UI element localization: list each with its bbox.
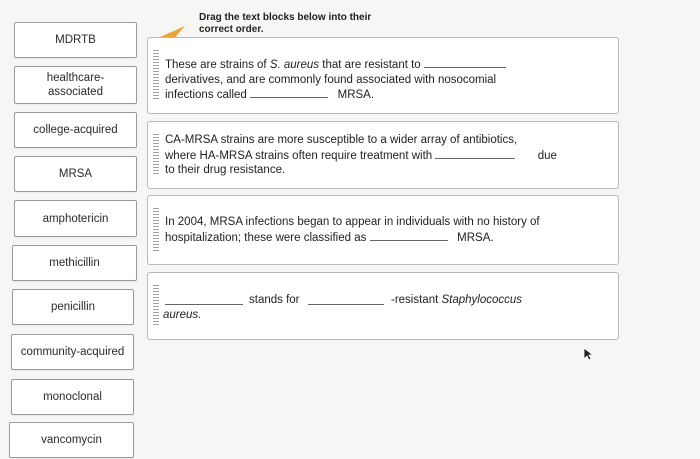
sentence-card-1[interactable]	[147, 37, 619, 114]
word-bank-college-acquired[interactable]: college-acquired	[14, 112, 137, 148]
word-bank-mdrtb[interactable]: MDRTB	[14, 22, 137, 58]
card1-line3: infections called MRSA.	[165, 89, 375, 101]
drop-blank[interactable]	[424, 57, 506, 68]
card1-line1: These are strains of S. aureus that are resistant to	[165, 57, 608, 73]
card2-line1: CA-MRSA strains are more susceptible to a wider array of antibiotics,	[165, 134, 518, 146]
instructions	[199, 12, 371, 36]
drop-blank[interactable]	[250, 87, 328, 98]
sentence-card-3[interactable]	[147, 195, 619, 265]
word-bank-penicillin[interactable]: penicillin	[12, 289, 134, 325]
word-bank-healthcare-associated[interactable]: healthcare- associated	[14, 66, 137, 104]
card4-aureus: aureus.	[163, 309, 202, 321]
card1-line2: derivatives, and are commonly found associated with nosocomial	[165, 73, 497, 86]
sentence-card-2[interactable]	[147, 121, 619, 189]
sentence-card-4[interactable]	[147, 272, 619, 340]
card3-line1: In 2004, MRSA infections began to appear in individuals with no history of	[165, 216, 540, 228]
drop-blank[interactable]	[308, 294, 384, 305]
drop-blank[interactable]	[370, 230, 448, 241]
drop-blank[interactable]	[165, 294, 243, 305]
word-bank-amphotericin[interactable]: amphotericin	[14, 200, 137, 237]
card4-resistant: -resistant Staphylococcus	[391, 294, 523, 306]
instructions-line1: Drag the text blocks below into their	[199, 12, 372, 23]
instructions-line2: correct order.	[199, 24, 264, 35]
drop-blank[interactable]	[435, 148, 515, 159]
drag-handle-icon[interactable]	[153, 208, 159, 252]
word-bank-community-acquired[interactable]: community-acquired	[11, 334, 134, 370]
word-bank-methicillin[interactable]: methicillin	[12, 245, 137, 281]
drag-handle-icon[interactable]	[153, 50, 159, 101]
drag-handle-icon[interactable]	[153, 285, 159, 327]
word-bank-mrsa[interactable]: MRSA	[14, 156, 137, 192]
card2-line2: where HA-MRSA strains often require treatment with due	[165, 149, 557, 162]
drag-handle-icon[interactable]	[153, 134, 159, 176]
mouse-cursor-icon	[583, 347, 595, 361]
card2-line3: to their drug resistance.	[165, 164, 286, 176]
word-bank-monoclonal[interactable]: monoclonal	[11, 379, 134, 415]
card3-line2: hospitalization; these were classified as MRSA.	[165, 231, 494, 244]
card4-stands-for: stands for	[249, 294, 300, 306]
word-bank-vancomycin[interactable]: vancomycin	[9, 422, 134, 458]
